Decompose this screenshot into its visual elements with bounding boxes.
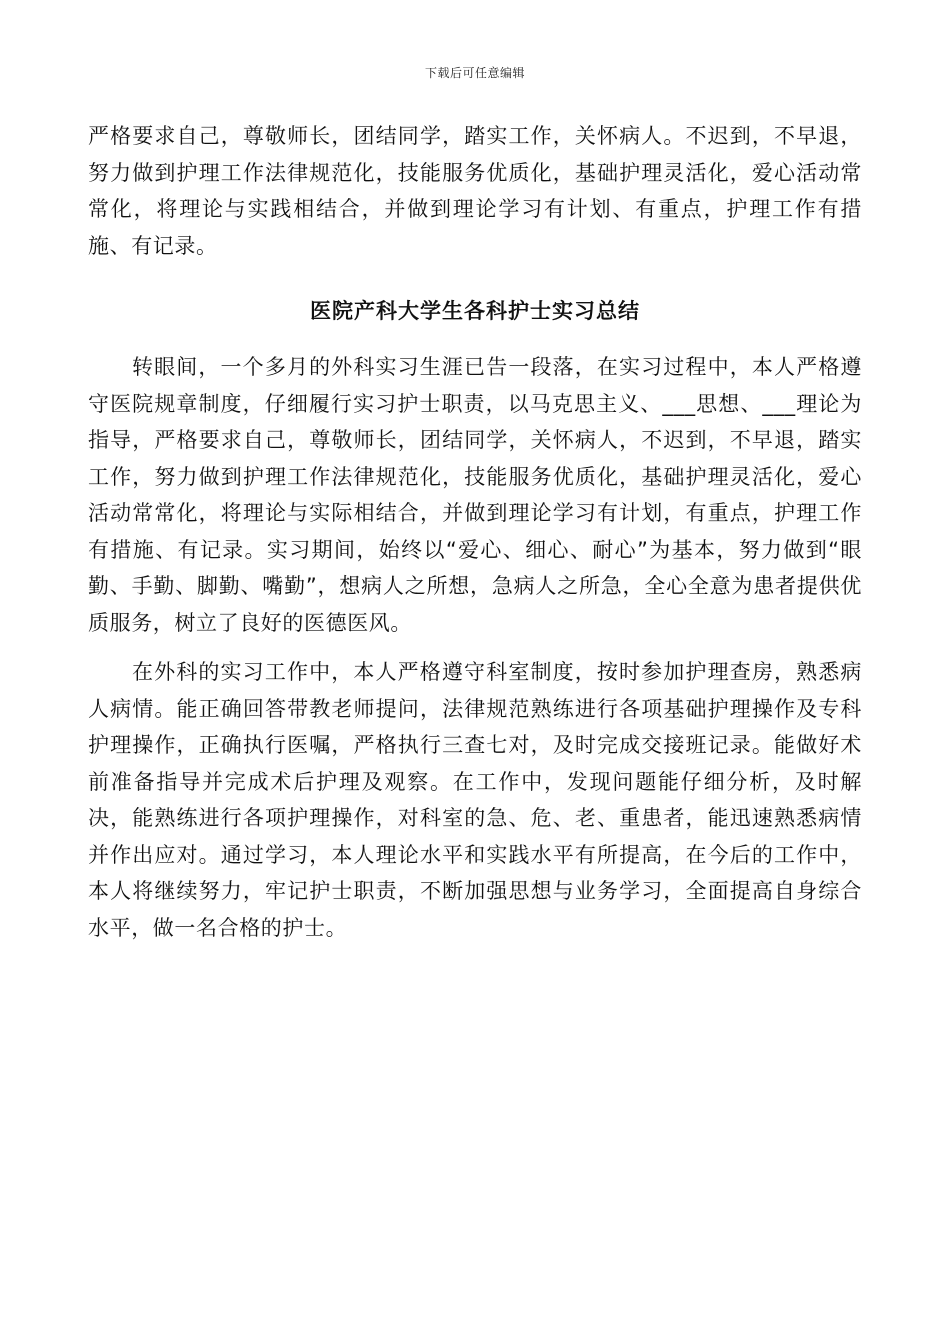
paragraph-spacer [88,641,862,654]
document-title: 医院产科大学生各科护士实习总结 [310,299,640,323]
body-paragraph-1: 转眼间，一个多月的外科实习生涯已告一段落，在实习过程中，本人严格遵守医院规章制度，仔细履行实习护士职责，以马克思主义、___思想、___理论为指导，严格要求自己，尊敬师长，团结同学，关怀病人，不迟到，不早退，踏实工作，努力做到护理工作法律规范化，技能服务优质化，基础护理灵活化，爱心活动常常化，将理论与实际相结合，并做到理论学习有计划，有重点，护理工作有措施、有记录。实习期间，始终以“爱心、细心、耐心”为基本，努力做到“眼勤、手勤、脚勤、嘴勤”，想病人之所想，急病人之所急，全心全意为患者提供优质服务，树立了良好的医德医风。 [88,355,862,635]
document-body [88,118,862,946]
intro-paragraph: 严格要求自己，尊敬师长，团结同学，踏实工作，关怀病人。不迟到，不早退，努力做到护理工作法律规范化，技能服务优质化，基础护理灵活化，爱心活动常常化，将理论与实践相结合，并做到理论学习有计划、有重点，护理工作有措施、有记录。 [88,124,862,258]
page-header: 下载后可任意编辑 [424,66,525,80]
body-paragraph-2: 在外科的实习工作中，本人严格遵守科室制度，按时参加护理查房，熟悉病人病情。能正确回答带教老师提问，法律规范熟练进行各项基础护理操作及专科护理操作，正确执行医嘱，严格执行三查七对，及时完成交接班记录。能做好术前准备指导并完成术后护理及观察。在工作中，发现问题能仔细分析，及时解决，能熟练进行各项护理操作，对科室的急、危、老、重患者，能迅速熟悉病情并作出应对。通过学习，本人理论水平和实践水平有所提高，在今后的工作中，本人将继续努力，牢记护士职责，不断加强思想与业务学习，全面提高自身综合水平，做一名合格的护士。 [88,660,862,940]
